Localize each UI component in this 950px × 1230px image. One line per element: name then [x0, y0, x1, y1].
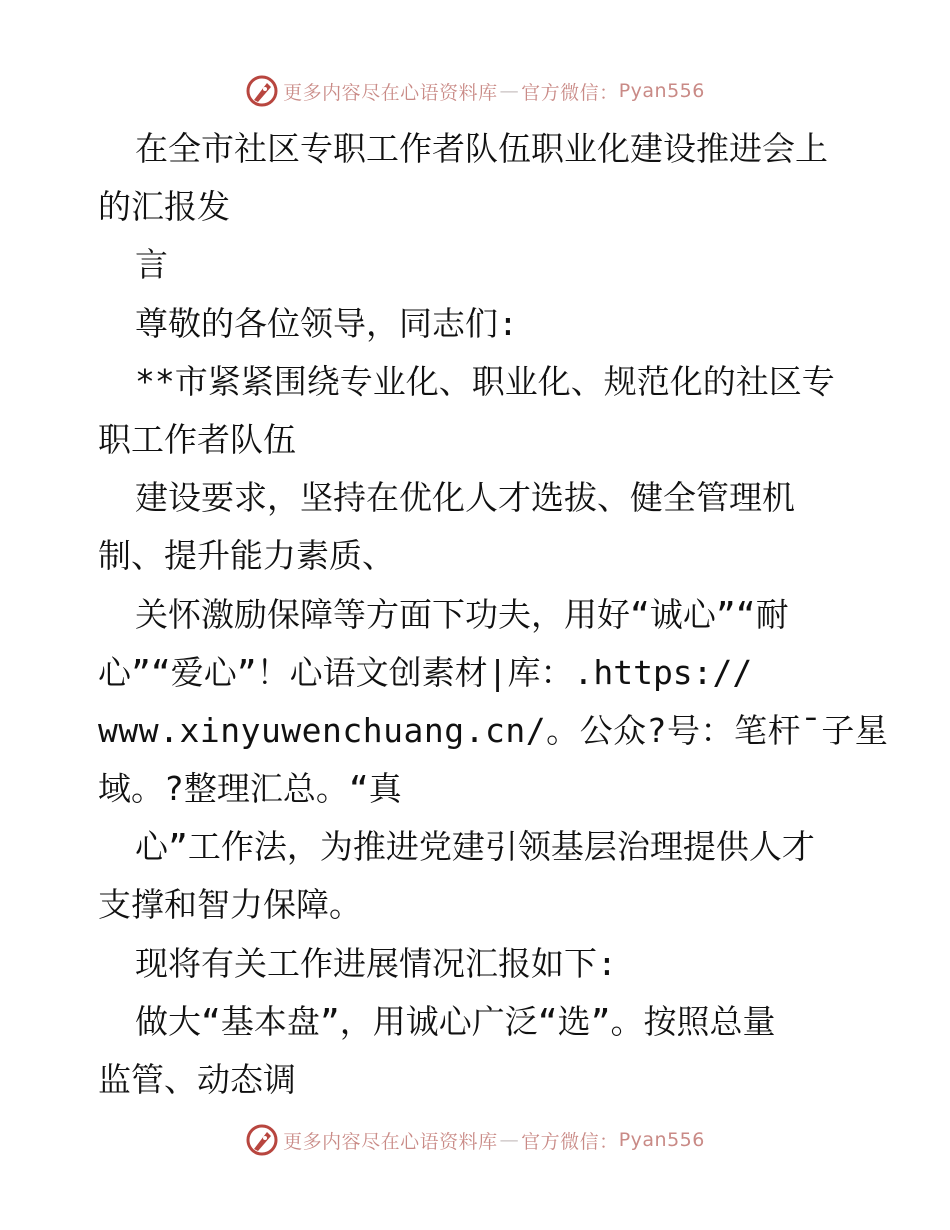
- paragraph-line: **市紧紧围绕专业化、职业化、规范化的社区专: [135, 361, 835, 401]
- paragraph-line: 支撑和智力保障。: [98, 885, 362, 925]
- watermark-account-handle: Pyan556: [618, 80, 705, 102]
- title-line-2: 的汇报发: [98, 187, 230, 227]
- paragraph-line-url: www.xinyuwenchuang.cn/。公众?号：笔杆¯子星: [98, 710, 889, 750]
- document-body: [98, 120, 889, 1109]
- paragraph-line: 职工作者队伍: [98, 419, 296, 459]
- paragraph-line: 制、提升能力素质、: [98, 536, 395, 576]
- pen-nib-seal-icon: [245, 74, 279, 108]
- header-watermark: [0, 71, 950, 111]
- title-line-1: 在全市社区专职工作者队伍职业化建设推进会上: [135, 129, 828, 168]
- watermark-separator: —: [499, 80, 520, 102]
- watermark-separator: —: [499, 1129, 520, 1151]
- title-line-3: 言: [135, 245, 168, 285]
- paragraph-line: 做大“基本盘”，用诚心广泛“选”。按照总量: [135, 1001, 776, 1041]
- watermark-main-text: 更多内容尽在心语资料库: [283, 1130, 498, 1153]
- pen-nib-seal-icon: [245, 1123, 279, 1157]
- paragraph-line: 心”工作法，为推进党建引领基层治理提供人才: [135, 827, 815, 867]
- watermark-account-label: 官方微信：: [521, 81, 619, 104]
- paragraph-line: 监管、动态调: [98, 1060, 296, 1099]
- paragraph-line: 关怀激励保障等方面下功夫，用好“诚心”“耐: [135, 594, 789, 634]
- footer-watermark: [0, 1120, 950, 1160]
- paragraph-line: 建设要求，坚持在优化人才选拔、健全管理机: [135, 478, 795, 518]
- watermark-main-text: 更多内容尽在心语资料库: [283, 81, 498, 104]
- paragraph-line: 域。?整理汇总。“真: [98, 769, 402, 809]
- paragraph-line: 现将有关工作进展情况汇报如下:: [135, 943, 617, 983]
- watermark-account-label: 官方微信：: [521, 1130, 619, 1153]
- watermark-account-handle: Pyan556: [618, 1129, 705, 1151]
- paragraph-line: 心”“爱心”！心语文创素材|库：.https://: [98, 652, 753, 692]
- salutation: 尊敬的各位领导，同志们:: [135, 303, 518, 343]
